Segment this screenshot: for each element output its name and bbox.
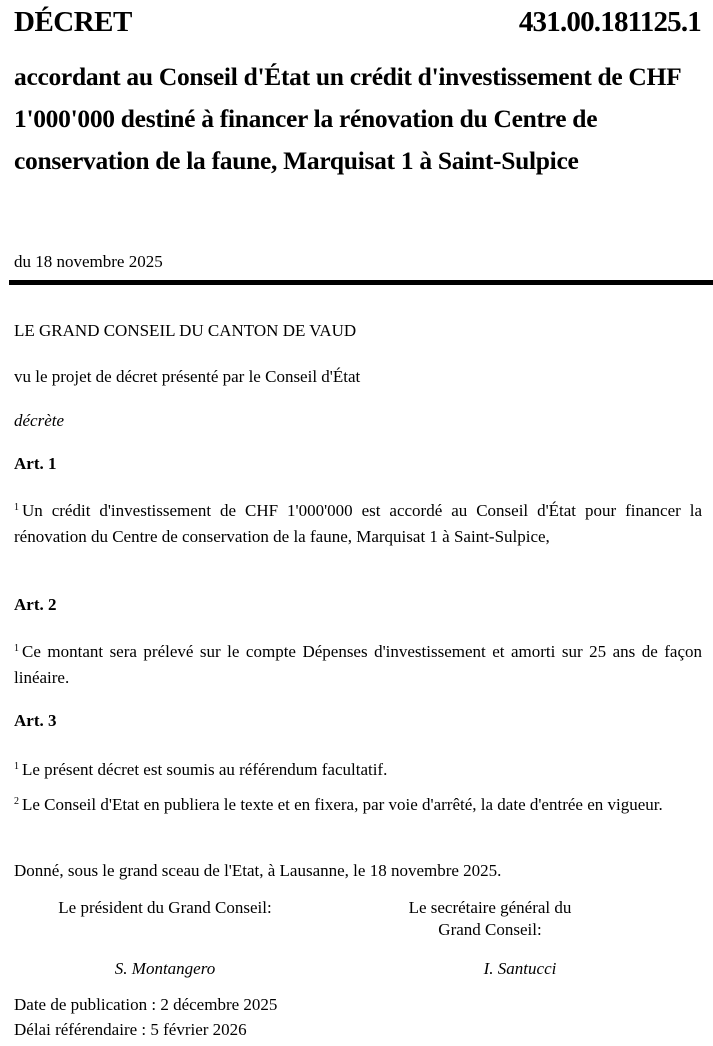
president-title: Le président du Grand Conseil: bbox=[58, 898, 272, 917]
paragraph-text: Un crédit d'investissement de CHF 1'000'000 est accordé au Conseil d'État pour financer la rénovation du Centre de conservation de la faune, Marquisat 1 à Saint-Sulpice, bbox=[14, 501, 702, 546]
paragraph-text: Le présent décret est soumis au référendum facultatif. bbox=[22, 760, 388, 779]
article-title: Art. 2 bbox=[14, 595, 57, 614]
president-name: S. Montangero bbox=[114, 959, 216, 978]
decree-subject: accordant au Conseil d'État un crédit d'investissement de CHF 1'000'000 destiné à financer la rénovation du Centre de conservation de la faune, Marquisat 1 à Saint-Sulpice bbox=[14, 62, 681, 175]
header-rule bbox=[9, 280, 713, 285]
considering: vu le projet de décret présenté par le Conseil d'État bbox=[14, 367, 361, 386]
decree-date: du 18 novembre 2025 bbox=[14, 252, 163, 271]
authority: LE GRAND CONSEIL DU CANTON DE VAUD bbox=[14, 321, 357, 340]
paragraph-text: Ce montant sera prélevé sur le compte Dépenses d'investissement et amorti sur 25 ans de façon linéaire. bbox=[14, 642, 702, 687]
paragraph-number: 1 bbox=[14, 643, 19, 654]
article-paragraph bbox=[14, 754, 702, 783]
article-title: Art. 3 bbox=[14, 711, 57, 730]
secretary-name: I. Santucci bbox=[483, 959, 557, 978]
paragraph-number: 1 bbox=[14, 502, 19, 513]
decrees: décrète bbox=[14, 411, 65, 430]
document-number: 431.00.181125.1 bbox=[518, 6, 701, 38]
publication-date: Date de publication : 2 décembre 2025 bbox=[14, 995, 278, 1014]
given-statement: Donné, sous le grand sceau de l'Etat, à Lausanne, le 18 novembre 2025. bbox=[14, 861, 502, 880]
paragraph-number: 2 bbox=[14, 796, 19, 807]
secretary-title: Le secrétaire général du Grand Conseil: bbox=[408, 898, 572, 939]
paragraph-number: 1 bbox=[14, 761, 19, 772]
article-title: Art. 1 bbox=[14, 454, 57, 473]
document-type: DÉCRET bbox=[14, 6, 132, 38]
paragraph-text: Le Conseil d'Etat en publiera le texte et en fixera, par voie d'arrêté, la date d'entrée en vigueur. bbox=[22, 795, 663, 814]
article-paragraph bbox=[14, 636, 702, 691]
article-paragraph bbox=[14, 789, 702, 818]
article-paragraph bbox=[14, 495, 702, 550]
referendum-deadline: Délai référendaire : 5 février 2026 bbox=[14, 1020, 247, 1039]
